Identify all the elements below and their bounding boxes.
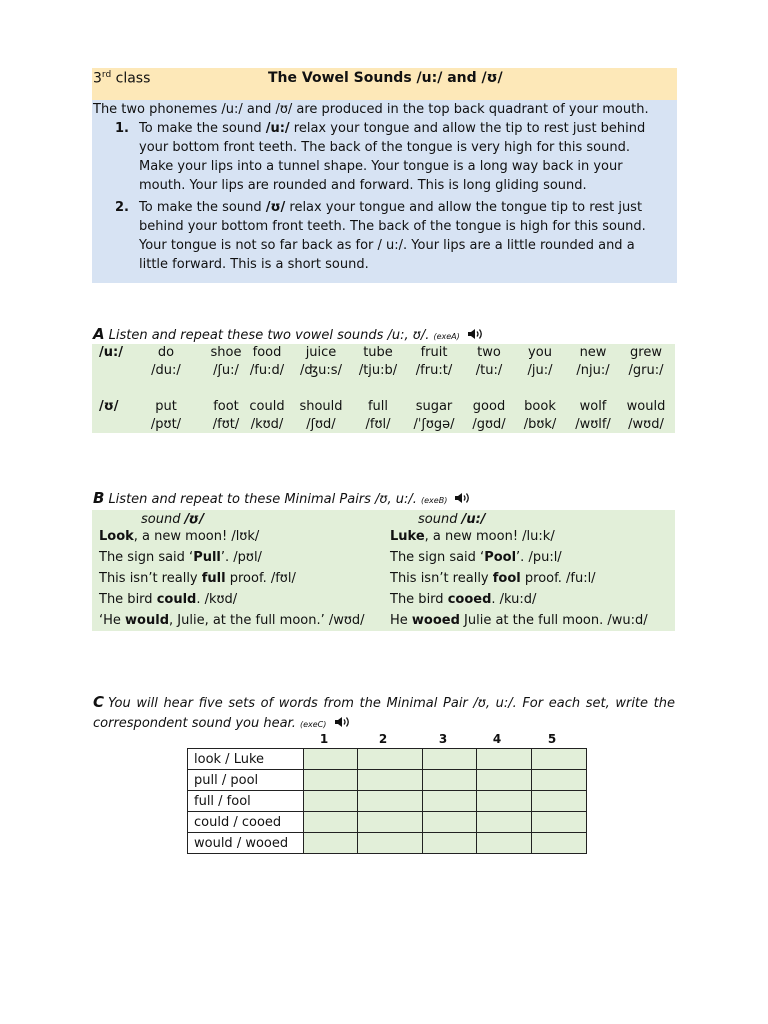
word-row2: foot bbox=[213, 399, 239, 414]
word-row1: new bbox=[579, 345, 607, 360]
minimal-pair-line: Look, a new moon! /lʊk/ bbox=[99, 529, 260, 544]
word-pair-label: could / cooed bbox=[188, 812, 304, 833]
word-row2: put bbox=[155, 399, 177, 414]
word-row2: wolf bbox=[579, 399, 607, 414]
speaker-icon[interactable] bbox=[454, 492, 471, 504]
answer-cell[interactable] bbox=[423, 812, 477, 833]
ipa-row1: /ʤu:s/ bbox=[300, 363, 342, 378]
intro-box: The two phonemes /u:/ and /ʊ/ are produced in the top back quadrant of your mouth. 1. To make the sound /u:/ relax your tongue and allow the tip to rest just behind your bottom front teeth. The back of the tongue is very high for this sound. Make your lips into a tunnel shape. Your tongue is a long way back in your mouth. Your lips are rounded and forward. This is long gliding sound. 2. To make the sound /ʊ/ relax your tongue and allow the tongue tip to rest just behind your bottom front teeth. The back of the tongue is high for this sound. Your tongue is not so far back as for / u:/. Your lips are a little rounded and a little forward. This is a short sound. bbox=[92, 100, 677, 283]
word-pair-label: would / wooed bbox=[188, 833, 304, 854]
section-b-label: B Listen and repeat to these Minimal Pairs /ʊ, u:/. (exeB) bbox=[93, 489, 471, 507]
answer-cell[interactable] bbox=[304, 812, 358, 833]
answer-cell[interactable] bbox=[477, 770, 532, 791]
answer-cell[interactable] bbox=[532, 833, 587, 854]
section-b-table bbox=[92, 510, 675, 631]
answer-cell[interactable] bbox=[532, 749, 587, 770]
ipa-row2: /ʃʊd/ bbox=[306, 417, 336, 432]
ipa-row2: /gʊd/ bbox=[472, 417, 506, 432]
table-row bbox=[188, 812, 587, 833]
ipa-row2: /fʊt/ bbox=[212, 417, 240, 432]
column-number: 5 bbox=[547, 732, 557, 746]
word-row2: good bbox=[472, 399, 506, 414]
answer-cell[interactable] bbox=[358, 770, 423, 791]
ipa-row2: /fʊl/ bbox=[365, 417, 391, 432]
table-row bbox=[188, 833, 587, 854]
minimal-pair-line: The bird could. /kʊd/ bbox=[99, 592, 238, 607]
ipa-row1: /fu:d/ bbox=[249, 363, 285, 378]
ipa-row1: /gru:/ bbox=[628, 363, 664, 378]
word-row1: grew bbox=[630, 345, 662, 360]
ipa-row2: /kʊd/ bbox=[250, 417, 284, 432]
answer-cell[interactable] bbox=[358, 812, 423, 833]
word-row1: fruit bbox=[420, 345, 448, 360]
answer-cell[interactable] bbox=[358, 749, 423, 770]
answer-cell[interactable] bbox=[304, 770, 358, 791]
answer-cell[interactable] bbox=[423, 770, 477, 791]
row-label-short-u: /ʊ/ bbox=[99, 399, 119, 414]
ipa-row1: /du:/ bbox=[151, 363, 181, 378]
speaker-icon[interactable] bbox=[467, 328, 484, 340]
section-a-label: A Listen and repeat these two vowel sounds /u:, ʊ/. (exeA) bbox=[93, 325, 484, 343]
word-row2: sugar bbox=[415, 399, 453, 414]
word-row2: could bbox=[249, 399, 285, 414]
minimal-pair-line: He wooed Julie at the full moon. /wu:d/ bbox=[390, 613, 648, 628]
answer-table bbox=[187, 748, 587, 854]
column-number: 3 bbox=[438, 732, 448, 746]
minimal-pair-line: ‘He would, Julie, at the full moon.’ /wʊd/ bbox=[99, 613, 365, 628]
speaker-icon[interactable] bbox=[334, 716, 351, 728]
minimal-pair-line: The bird cooed. /ku:d/ bbox=[390, 592, 537, 607]
answer-cell[interactable] bbox=[358, 833, 423, 854]
page-title: The Vowel Sounds /u:/ and /ʊ/ bbox=[268, 70, 503, 86]
word-row2: would bbox=[626, 399, 666, 414]
answer-cell[interactable] bbox=[477, 812, 532, 833]
left-column-header: sound /ʊ/ bbox=[141, 512, 205, 527]
ipa-row1: /ju:/ bbox=[527, 363, 553, 378]
answer-cell[interactable] bbox=[304, 833, 358, 854]
ipa-row1: /ʃu:/ bbox=[213, 363, 239, 378]
minimal-pair-line: The sign said ‘Pull’. /pʊl/ bbox=[99, 550, 262, 565]
class-label: 3rd class bbox=[93, 70, 151, 87]
answer-cell[interactable] bbox=[532, 770, 587, 791]
section-c-instruction: C You will hear five sets of words from the Minimal Pair /ʊ, u:/. For each set, write the correspondent sound you hear. (exeC) bbox=[93, 693, 675, 731]
answer-cell[interactable] bbox=[423, 749, 477, 770]
word-row1: you bbox=[528, 345, 552, 360]
word-row1: juice bbox=[305, 345, 337, 360]
word-row2: book bbox=[524, 399, 556, 414]
answer-cell[interactable] bbox=[477, 833, 532, 854]
answer-cell[interactable] bbox=[423, 833, 477, 854]
ipa-row2: /wʊd/ bbox=[628, 417, 664, 432]
answer-cell[interactable] bbox=[423, 791, 477, 812]
answer-cell[interactable] bbox=[477, 749, 532, 770]
right-column-header: sound /u:/ bbox=[418, 512, 486, 527]
minimal-pair-line: The sign said ‘Pool’. /pu:l/ bbox=[390, 550, 562, 565]
ipa-row2: /wʊlf/ bbox=[575, 417, 611, 432]
word-row1: two bbox=[477, 345, 501, 360]
word-row2: full bbox=[367, 399, 389, 414]
answer-cell[interactable] bbox=[358, 791, 423, 812]
ipa-row1: /tu:/ bbox=[475, 363, 503, 378]
word-row1: food bbox=[252, 345, 282, 360]
table-row bbox=[188, 749, 587, 770]
word-pair-label: look / Luke bbox=[188, 749, 304, 770]
ipa-row2: /ˈʃʊgə/ bbox=[413, 417, 455, 432]
column-number: 2 bbox=[378, 732, 388, 746]
answer-cell[interactable] bbox=[477, 791, 532, 812]
section-a-table bbox=[92, 344, 675, 433]
minimal-pair-line: This isn’t really full proof. /fʊl/ bbox=[99, 571, 296, 586]
ipa-row1: /fru:t/ bbox=[415, 363, 453, 378]
word-pair-label: pull / pool bbox=[188, 770, 304, 791]
answer-cell[interactable] bbox=[304, 749, 358, 770]
table-row bbox=[188, 770, 587, 791]
word-pair-label: full / fool bbox=[188, 791, 304, 812]
answer-cell[interactable] bbox=[532, 812, 587, 833]
word-row1: shoe bbox=[210, 345, 242, 360]
column-number: 1 bbox=[319, 732, 329, 746]
table-row bbox=[188, 791, 587, 812]
ipa-row2: /pʊt/ bbox=[150, 417, 182, 432]
word-row2: should bbox=[299, 399, 343, 414]
answer-cell[interactable] bbox=[304, 791, 358, 812]
intro-lead: The two phonemes /u:/ and /ʊ/ are produced in the top back quadrant of your mouth. bbox=[93, 102, 649, 117]
minimal-pair-line: This isn’t really fool proof. /fu:l/ bbox=[390, 571, 596, 586]
column-number: 4 bbox=[492, 732, 502, 746]
minimal-pair-line: Luke, a new moon! /lu:k/ bbox=[390, 529, 555, 544]
row-label-long-u: /u:/ bbox=[99, 345, 123, 360]
answer-cell[interactable] bbox=[532, 791, 587, 812]
word-row1: tube bbox=[363, 345, 393, 360]
word-row1: do bbox=[157, 345, 175, 360]
ipa-row2: /bʊk/ bbox=[523, 417, 557, 432]
ipa-row1: /nju:/ bbox=[576, 363, 610, 378]
ipa-row1: /tju:b/ bbox=[358, 363, 398, 378]
